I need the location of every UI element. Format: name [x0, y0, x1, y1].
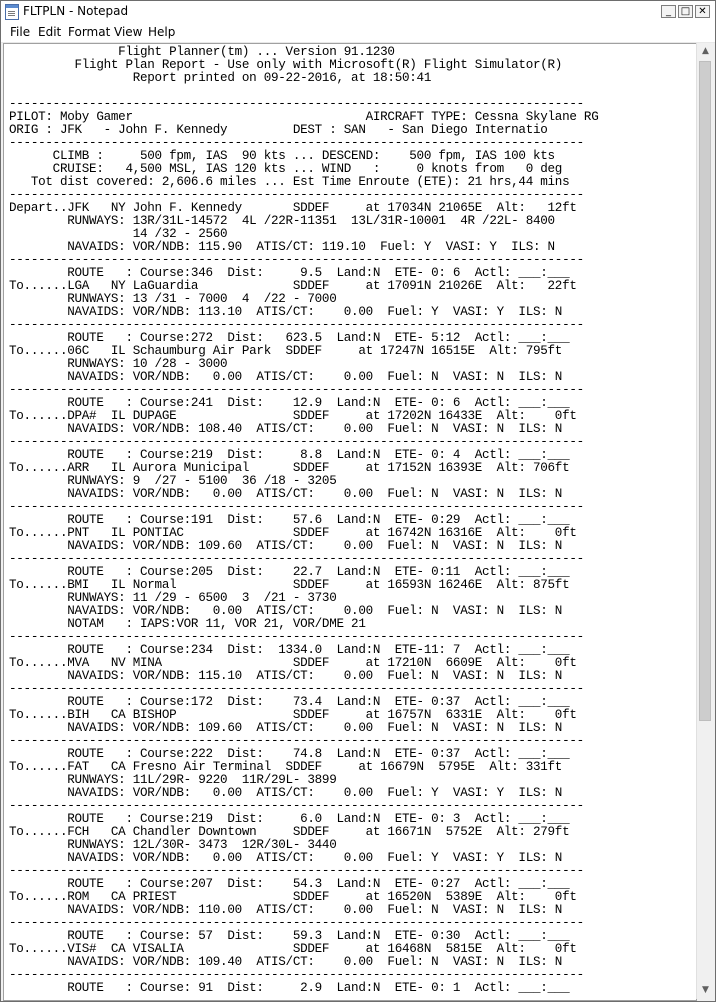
text-line: ROUTE : Course:205 Dist: 22.7 Land:N ETE- 0:11 Actl: ___:___ — [9, 565, 570, 579]
text-line: To......PNT IL PONTIAC SDDEF at 16742N 16316E Alt: 0ft — [9, 526, 577, 540]
text-editor-area[interactable] — [3, 43, 697, 1001]
text-line: Flight Planner(tm) ... Version 91.1230 — [9, 45, 395, 59]
text-line: ------------------------------------------------------------------------------- — [9, 682, 584, 696]
text-line: To......06C IL Schaumburg Air Park SDDEF at 17247N 16515E Alt: 795ft — [9, 344, 563, 358]
text-line: NAVAIDS: VOR/NDB: 0.00 ATIS/CT: 0.00 Fuel: N VASI: N ILS: N — [9, 487, 563, 501]
text-line: NAVAIDS: VOR/NDB: 0.00 ATIS/CT: 0.00 Fuel: Y VASI: Y ILS: N — [9, 851, 563, 865]
text-line: ------------------------------------------------------------------------------- — [9, 188, 584, 202]
text-line: ROUTE : Course:241 Dist: 12.9 Land:N ETE- 0: 6 Actl: ___:___ — [9, 396, 570, 410]
text-line: ROUTE : Course: 91 Dist: 2.9 Land:N ETE- 0: 1 Actl: ___:___ — [9, 981, 570, 995]
text-line: NAVAIDS: VOR/NDB: 109.60 ATIS/CT: 0.00 Fuel: N VASI: N ILS: N — [9, 721, 563, 735]
text-line: NAVAIDS: VOR/NDB: 108.40 ATIS/CT: 0.00 Fuel: N VASI: N ILS: N — [9, 422, 563, 436]
text-line: Depart..JFK NY John F. Kennedy SDDEF at 17034N 21065E Alt: 12ft — [9, 201, 577, 215]
text-line: CRUISE: 4,500 MSL, IAS 120 kts ... WIND : 0 knots from 0 deg — [9, 162, 563, 176]
text-line: To......BMI IL Normal SDDEF at 16593N 16246E Alt: 875ft — [9, 578, 570, 592]
text-line: ------------------------------------------------------------------------------- — [9, 552, 584, 566]
text-line: ROUTE : Course:272 Dist: 623.5 Land:N ETE- 5:12 Actl: ___:___ — [9, 331, 570, 345]
text-line: Report printed on 09-22-2016, at 18:50:41 — [9, 71, 432, 85]
text-line: RUNWAYS: 12L/30R- 3473 12R/30L- 3440 — [9, 838, 337, 852]
text-line: To......BIH CA BISHOP SDDEF at 16757N 6331E Alt: 0ft — [9, 708, 577, 722]
text-line: ------------------------------------------------------------------------------- — [9, 916, 584, 930]
title-bar[interactable] — [1, 1, 715, 22]
text-line: ------------------------------------------------------------------------------- — [9, 435, 584, 449]
vertical-scrollbar[interactable] — [696, 43, 714, 999]
window-title: FLTPLN - Notepad — [23, 4, 129, 18]
text-line: ROUTE : Course:219 Dist: 8.8 Land:N ETE- 0: 4 Actl: ___:___ — [9, 448, 570, 462]
text-line: ------------------------------------------------------------------------------- — [9, 630, 584, 644]
text-line: ------------------------------------------------------------------------------- — [9, 383, 584, 397]
text-line: ROUTE : Course:346 Dist: 9.5 Land:N ETE- 0: 6 Actl: ___:___ — [9, 266, 570, 280]
text-line: RUNWAYS: 10 /28 - 3000 — [9, 357, 228, 371]
text-line: To......LGA NY LaGuardia SDDEF at 17091N 21026E Alt: 22ft — [9, 279, 577, 293]
text-line: ------------------------------------------------------------------------------- — [9, 97, 584, 111]
text-line: To......DPA# IL DUPAGE SDDEF at 17202N 16433E Alt: 0ft — [9, 409, 577, 423]
text-line: ------------------------------------------------------------------------------- — [9, 734, 584, 748]
text-line: NAVAIDS: VOR/NDB: 0.00 ATIS/CT: 0.00 Fuel: N VASI: N ILS: N — [9, 370, 563, 384]
menu-format[interactable]: Format — [68, 25, 111, 39]
text-line: NOTAM : IAPS:VOR 11, VOR 21, VOR/DME 21 — [9, 617, 366, 631]
text-line: To......ROM CA PRIEST SDDEF at 16520N 5389E Alt: 0ft — [9, 890, 577, 904]
text-line: RUNWAYS: 13 /31 - 7000 4 /22 - 7000 — [9, 292, 337, 306]
text-line: NAVAIDS: VOR/NDB: 113.10 ATIS/CT: 0.00 Fuel: Y VASI: Y ILS: N — [9, 305, 563, 319]
text-line: NAVAIDS: VOR/NDB: 0.00 ATIS/CT: 0.00 Fuel: Y VASI: Y ILS: N — [9, 786, 563, 800]
text-line: To......ARR IL Aurora Municipal SDDEF at 17152N 16393E Alt: 706ft — [9, 461, 570, 475]
text-line: ROUTE : Course:191 Dist: 57.6 Land:N ETE- 0:29 Actl: ___:___ — [9, 513, 570, 527]
text-line: ORIG : JFK - John F. Kennedy DEST : SAN - San Diego Internatio — [9, 123, 548, 137]
document-text — [9, 46, 598, 995]
menu-file[interactable]: File — [10, 25, 31, 39]
menu-view[interactable]: View — [114, 25, 143, 39]
text-line: ------------------------------------------------------------------------------- — [9, 864, 584, 878]
text-line: NAVAIDS: VOR/NDB: 115.10 ATIS/CT: 0.00 Fuel: N VASI: N ILS: N — [9, 669, 563, 683]
text-line: To......VIS# CA VISALIA SDDEF at 16468N 5815E Alt: 0ft — [9, 942, 577, 956]
menu-bar — [1, 22, 715, 43]
text-line: NAVAIDS: VOR/NDB: 109.40 ATIS/CT: 0.00 Fuel: N VASI: N ILS: N — [9, 955, 563, 969]
minimize-button[interactable]: _ — [661, 5, 676, 18]
notepad-app-icon[interactable] — [5, 4, 19, 20]
text-line: ------------------------------------------------------------------------------- — [9, 799, 584, 813]
close-button[interactable]: ✕ — [695, 5, 710, 18]
text-line: ------------------------------------------------------------------------------- — [9, 968, 584, 982]
text-line: ROUTE : Course:234 Dist: 1334.0 Land:N ETE-11: 7 Actl: ___:___ — [9, 643, 570, 657]
text-line: 14 /32 - 2560 — [9, 227, 228, 241]
maximize-button[interactable]: □ — [678, 5, 693, 18]
text-line: RUNWAYS: 11 /29 - 6500 3 /21 - 3730 — [9, 591, 337, 605]
scroll-up-arrow-icon[interactable]: ▲ — [702, 46, 709, 56]
text-line: RUNWAYS: 11L/29R- 9220 11R/29L- 3899 — [9, 773, 337, 787]
text-line: Flight Plan Report - Use only with Microsoft(R) Flight Simulator(R) — [9, 58, 563, 72]
text-line: RUNWAYS: 9 /27 - 5100 36 /18 - 3205 — [9, 474, 337, 488]
text-line: ROUTE : Course:172 Dist: 73.4 Land:N ETE- 0:37 Actl: ___:___ — [9, 695, 570, 709]
text-line: ROUTE : Course:219 Dist: 6.0 Land:N ETE- 0: 3 Actl: ___:___ — [9, 812, 570, 826]
menu-help[interactable]: Help — [148, 25, 176, 39]
text-line: ROUTE : Course:222 Dist: 74.8 Land:N ETE- 0:37 Actl: ___:___ — [9, 747, 570, 761]
text-line: NAVAIDS: VOR/NDB: 115.90 ATIS/CT: 119.10 Fuel: Y VASI: Y ILS: N — [9, 240, 555, 254]
scroll-thumb[interactable] — [699, 61, 711, 721]
text-line: ROUTE : Course:207 Dist: 54.3 Land:N ETE- 0:27 Actl: ___:___ — [9, 877, 570, 891]
text-line: ------------------------------------------------------------------------------- — [9, 253, 584, 267]
text-line: To......FAT CA Fresno Air Terminal SDDEF at 16679N 5795E Alt: 331ft — [9, 760, 563, 774]
text-line: PILOT: Moby Gamer AIRCRAFT TYPE: Cessna Skylane RG — [9, 110, 599, 124]
text-line: Tot dist covered: 2,606.6 miles ... Est Time Enroute (ETE): 21 hrs,44 mins — [9, 175, 570, 189]
text-line: To......MVA NV MINA SDDEF at 17210N 6609E Alt: 0ft — [9, 656, 577, 670]
text-line: NAVAIDS: VOR/NDB: 0.00 ATIS/CT: 0.00 Fuel: N VASI: N ILS: N — [9, 604, 563, 618]
text-line: NAVAIDS: VOR/NDB: 110.00 ATIS/CT: 0.00 Fuel: N VASI: N ILS: N — [9, 903, 563, 917]
menu-edit[interactable]: Edit — [38, 25, 62, 39]
text-line: CLIMB : 500 fpm, IAS 90 kts ... DESCEND: 500 fpm, IAS 100 kts — [9, 149, 555, 163]
text-line: NAVAIDS: VOR/NDB: 109.60 ATIS/CT: 0.00 Fuel: N VASI: N ILS: N — [9, 539, 563, 553]
text-line: ------------------------------------------------------------------------------- — [9, 318, 584, 332]
text-line: ------------------------------------------------------------------------------- — [9, 500, 584, 514]
text-line: ------------------------------------------------------------------------------- — [9, 136, 584, 150]
text-line: RUNWAYS: 13R/31L-14572 4L /22R-11351 13L/31R-10001 4R /22L- 8400 — [9, 214, 555, 228]
scroll-down-arrow-icon[interactable]: ▼ — [702, 985, 709, 995]
text-line: To......FCH CA Chandler Downtown SDDEF at 16671N 5752E Alt: 279ft — [9, 825, 570, 839]
text-line: ROUTE : Course: 57 Dist: 59.3 Land:N ETE- 0:30 Actl: ___:___ — [9, 929, 570, 943]
